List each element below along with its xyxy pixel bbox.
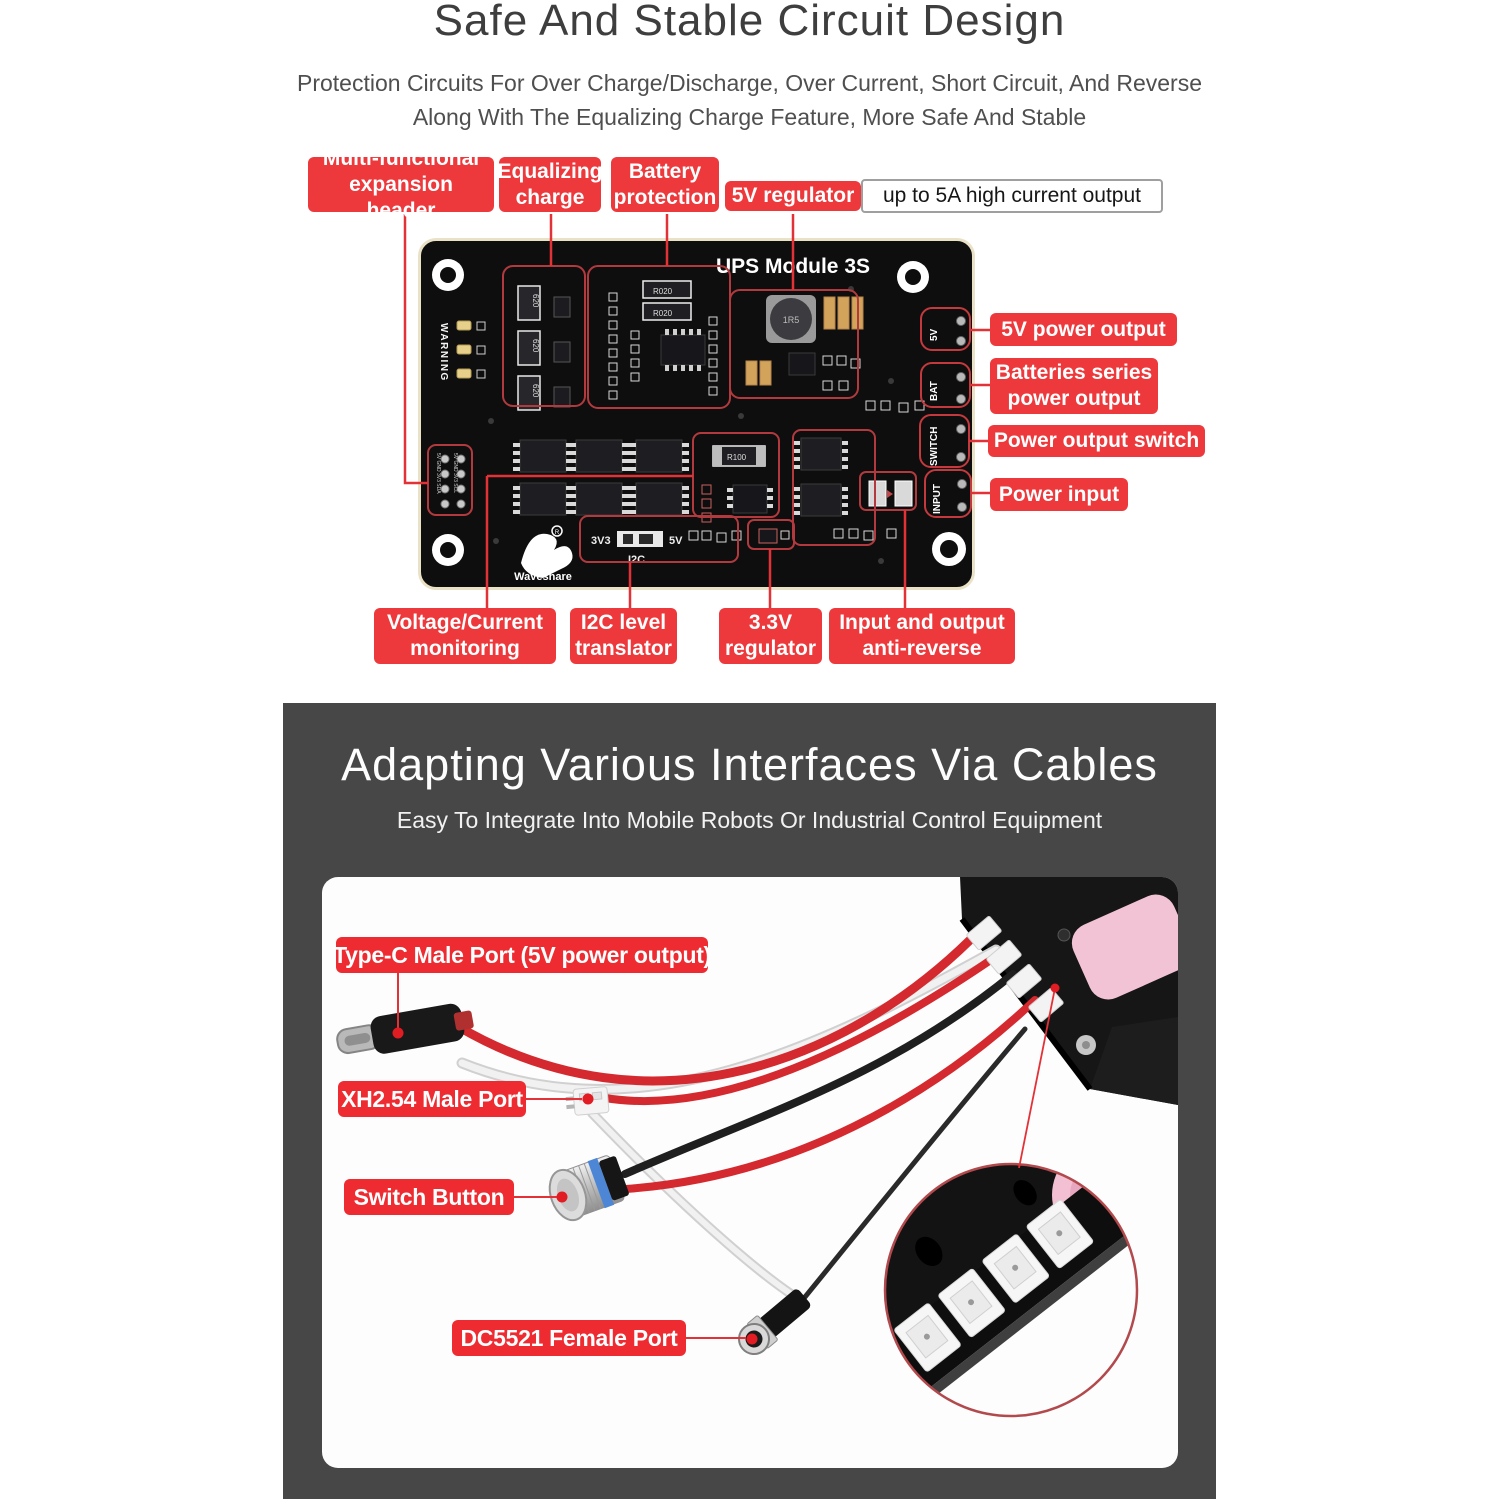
cables-photo-card — [322, 877, 1178, 1468]
svg-text:5V GND 3V3 SCL: 5V GND 3V3 SCL — [452, 453, 458, 494]
expansion-header — [435, 453, 465, 508]
anti-reverse-diode — [869, 481, 912, 506]
section-title: Adapting Various Interfaces Via Cables — [341, 739, 1158, 790]
misc-passives — [689, 401, 924, 542]
label-xh254: XH2.54 Male Port — [338, 1081, 526, 1117]
label-monitoring: Voltage/Current monitoring — [374, 608, 556, 664]
subtitle-line-1: Protection Circuits For Over Charge/Discharge, Over Current, Short Circuit, And Reverse — [297, 70, 1202, 96]
brand-text: Waveshare — [514, 571, 572, 583]
label-regulator-5v: 5V regulator — [725, 181, 861, 211]
svg-text:620: 620 — [531, 294, 540, 308]
screw-holes — [432, 259, 966, 566]
battery-protection-components — [609, 281, 717, 399]
edge-ports — [929, 317, 967, 515]
svg-text:620: 620 — [531, 339, 540, 353]
label-power-input: Power input — [990, 478, 1128, 511]
svg-text:R: R — [554, 530, 560, 536]
subtitle-line-2: Along With The Equalizing Charge Feature, More Safe And Stable — [412, 104, 1087, 130]
label-expansion-header: Multi-functional expansion header — [308, 157, 494, 212]
svg-text:INPUT: INPUT — [932, 484, 943, 514]
cables-section — [283, 703, 1216, 1499]
svg-text:R020: R020 — [653, 287, 673, 296]
dc5521-connector — [732, 1284, 815, 1361]
svg-text:5V: 5V — [929, 328, 940, 341]
equalizing-charge-components — [518, 286, 570, 410]
led-indicators — [457, 321, 485, 378]
svg-text:I2C: I2C — [628, 554, 646, 566]
label-i2c-translator: I2C level translator — [570, 608, 677, 664]
type-c-connector — [334, 1000, 476, 1061]
svg-text:3V3: 3V3 — [591, 535, 611, 547]
label-high-current-note: up to 5A high current output — [861, 179, 1163, 213]
label-battery-protection: Battery protection — [611, 157, 719, 212]
regulator-5v-components — [746, 295, 863, 390]
svg-text:5V: 5V — [669, 535, 683, 547]
svg-text:620: 620 — [531, 384, 540, 398]
label-anti-reverse: Input and output anti-reverse — [829, 608, 1015, 664]
switch-button — [543, 1151, 631, 1226]
svg-text:R100: R100 — [727, 453, 747, 462]
label-type-c: Type-C Male Port (5V power output) — [336, 937, 708, 973]
board-title: UPS Module 3S — [715, 255, 871, 278]
magnifier-content — [784, 1065, 1163, 1421]
monitoring-ics — [513, 440, 689, 515]
page-subtitle — [0, 66, 1499, 134]
svg-text:1R5: 1R5 — [782, 315, 800, 325]
label-equalizing-charge: Equalizing charge — [499, 157, 601, 212]
svg-text:SWITCH: SWITCH — [929, 426, 940, 466]
section-subtitle: Easy To Integrate Into Mobile Robots Or Industrial Control Equipment — [396, 807, 1103, 833]
ups-module-board — [418, 238, 975, 590]
i2c-silkscreen — [591, 531, 683, 566]
board-graphics — [421, 241, 972, 587]
regulator-3v3-component — [759, 529, 789, 543]
warning-silkscreen: WARNING — [438, 323, 449, 382]
svg-text:BAT: BAT — [929, 381, 940, 401]
label-power-output-switch: Power output switch — [988, 425, 1205, 457]
label-dc5521: DC5521 Female Port — [452, 1320, 686, 1356]
svg-text:R020: R020 — [653, 309, 673, 318]
page-title: Safe And Stable Circuit Design — [433, 0, 1066, 45]
label-switch-button: Switch Button — [344, 1179, 514, 1215]
svg-text:5V GND 3V3 SDA: 5V GND 3V3 SDA — [435, 453, 441, 494]
label-regulator-3v3: 3.3V regulator — [719, 608, 822, 664]
shunt-resistor-group — [702, 446, 773, 522]
waveshare-logo — [514, 526, 572, 583]
label-5v-power-output: 5V power output — [990, 313, 1177, 346]
anti-reverse-ics — [794, 438, 848, 516]
label-batteries-series: Batteries series power output — [990, 358, 1158, 414]
